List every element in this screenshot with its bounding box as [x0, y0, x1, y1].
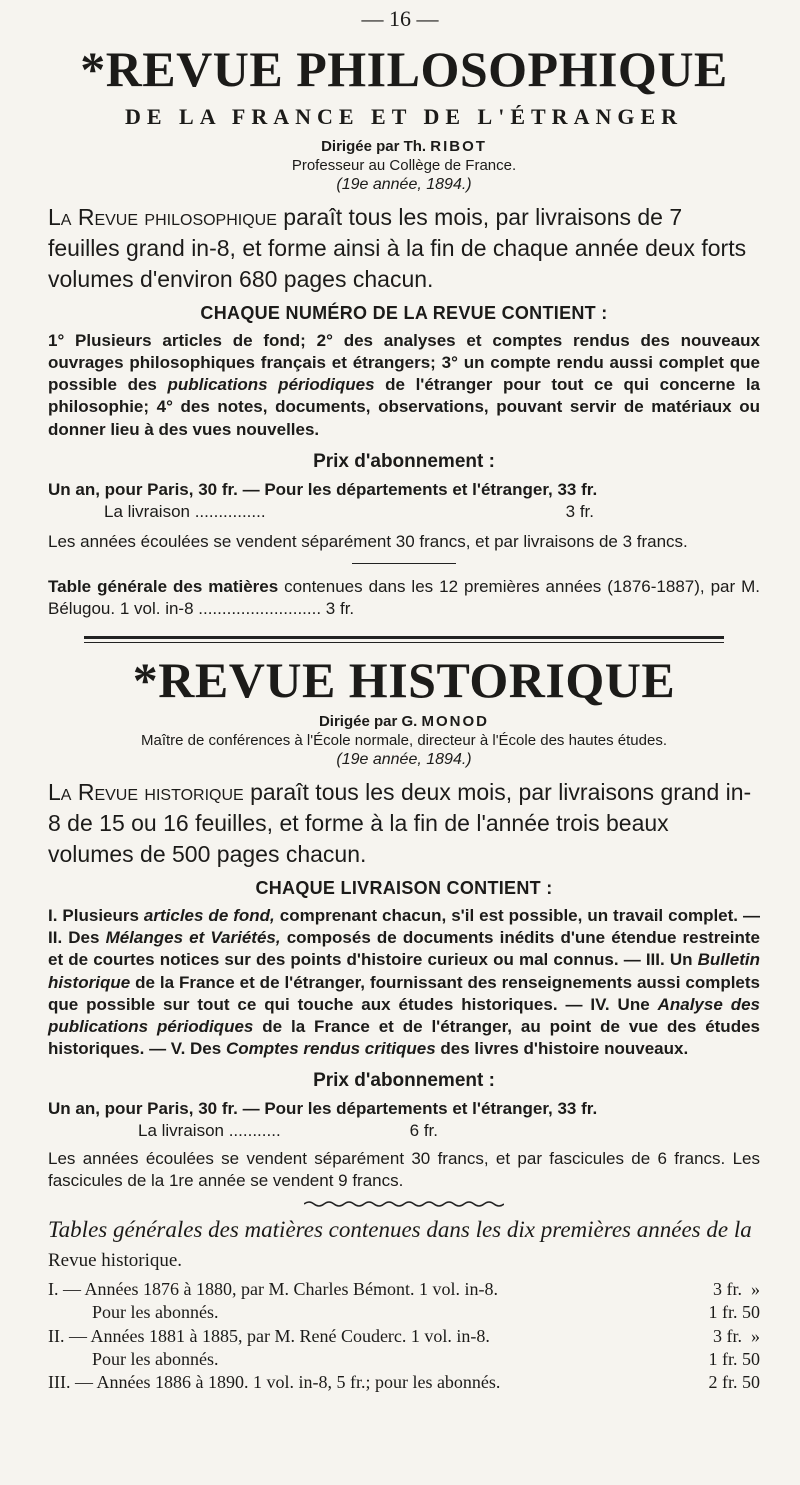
intro-paragraph: [48, 202, 760, 295]
contents-text: des livres d'histoire nouveaux.: [435, 1038, 689, 1058]
contents-paragraph: [48, 905, 760, 1060]
intro-name: La Revue historique: [48, 779, 244, 806]
contents-text: composés de documents inédits d'une étendue restreinte et de courtes notices sur des points d'histoire curieux ou mal connus. — III. Un: [48, 928, 760, 970]
contents-paragraph: [48, 330, 760, 440]
livraison-row: [104, 501, 594, 523]
contents-italic: Mélanges et Variétés,: [105, 928, 281, 948]
contents-text-a: 1° Plusieurs articles de fond; 2° des analyses et comptes rendus des nouveaux ouvrages philosophiques français et étrangers; 3° un compte rendu aussi complet que possible des: [48, 331, 760, 395]
prix-heading: Prix d'abonnement :: [313, 450, 495, 472]
revue-philosophique-title: *REVUE PHILOSOPHIQUE: [80, 41, 728, 97]
livraison-price: 3 fr.: [565, 501, 594, 521]
contents-text: I. Plusieurs: [48, 906, 144, 926]
contents-italic: Analyse des publications périodiques: [48, 994, 760, 1036]
toc-row: [48, 1371, 760, 1394]
table-bold: Table générale des matières: [48, 576, 279, 596]
intro-paragraph: [48, 777, 760, 870]
contents-heading: CHAQUE LIVRAISON CONTIENT :: [255, 878, 553, 899]
wavy-divider: [304, 1200, 504, 1208]
contents-text-b: de l'étranger pour tout ce qui concerne la philosophie; 4° des notes, documents, observations, pouvant servir de matériaux ou donner lieu à des vues nouvelles.: [48, 375, 761, 439]
director-position: Maître de conférences à l'École normale, directeur à l'École des hautes études.: [140, 732, 668, 750]
toc-price: 2 fr. 50: [708, 1372, 760, 1393]
toc-text: Pour les abonnés.: [92, 1302, 219, 1323]
livraison-price: 6 fr.: [409, 1120, 438, 1140]
director-line: [48, 138, 760, 155]
revue-philosophique-section: [48, 0, 760, 620]
toc-price: 1 fr. 50: [708, 1302, 760, 1323]
toc-price: 3 fr. »: [713, 1325, 760, 1346]
toc-row: [48, 1325, 760, 1348]
tables-title-revue: Revue historique.: [48, 1250, 183, 1271]
director-position: Professeur au Collège de France.: [291, 157, 517, 174]
livraison-label: La livraison ...........: [138, 1120, 281, 1140]
toc-text: III. — Années 1886 à 1890. 1 vol. in-8, 5 fr.; pour les abonnés.: [48, 1372, 501, 1393]
edition-year: (19e année, 1894.): [336, 176, 472, 193]
toc-row: [48, 1278, 760, 1301]
toc-text: Pour les abonnés.: [92, 1348, 219, 1369]
toc-text: II. — Années 1881 à 1885, par M. René Couderc. 1 vol. in-8.: [48, 1325, 490, 1346]
director-name: RIBOT: [430, 138, 487, 155]
tables-title: [48, 1216, 760, 1274]
intro-text: paraît tous les mois, par livraisons de 7 feuilles grand in-8, et forme ainsi à la fin de chaque année deux forts volumes d'environ 680 pages chacun.: [48, 204, 747, 293]
contents-italic: publications périodiques: [167, 375, 375, 395]
contents-text: de la France et de l'étranger, au point de vue des études historiques. — V. Des: [48, 1016, 760, 1058]
intro-text: paraît tous les deux mois, par livraisons grand in-8 de 15 ou 16 feuilles, et forme à la fin de l'année trois beaux volumes de 500 pages chacun.: [48, 779, 752, 868]
contents-italic: Bulletin historique: [48, 950, 760, 992]
table-text: contenues dans les 12 premières années (1876-1887), par M. Bélugou. 1 vol. in-8 ..........................: [48, 576, 760, 618]
intro-name: La Revue philosophique: [48, 204, 277, 230]
contents-text: comprenant chacun, s'il est possible, un travail complet. — II. Des: [48, 906, 760, 948]
prix-heading: Prix d'abonnement :: [313, 1069, 495, 1091]
table-price: 3 fr.: [325, 598, 355, 618]
director-name: MONOD: [421, 713, 490, 731]
contents-italic: articles de fond,: [143, 906, 275, 926]
directed-prefix: Dirigée par G.: [318, 713, 418, 731]
director-line: [48, 713, 760, 730]
anciennes-annees: Les années écoulées se vendent séparément 30 francs, et par livraisons de 3 francs.: [48, 531, 688, 551]
revue-philosophique-subtitle: DE LA FRANCE ET DE L'ÉTRANGER: [124, 104, 684, 129]
livraison-label: La livraison ...............: [104, 501, 266, 521]
toc-price: 1 fr. 50: [708, 1348, 760, 1369]
revue-historique-title: *REVUE HISTORIQUE: [132, 652, 676, 709]
toc-row: [48, 1348, 760, 1371]
anciennes-annees: Les années écoulées se vendent séparément 30 francs, et par fascicules de 6 francs. Les fascicules de la 1re année se vendent 9 francs.: [48, 1149, 760, 1191]
table-generale: [48, 576, 760, 620]
section-divider: [84, 636, 724, 643]
prix-line: Un an, pour Paris, 30 fr. — Pour les départements et l'étranger, 33 fr.: [48, 479, 598, 499]
livraison-row: [138, 1120, 438, 1142]
contents-text: de la France et de l'étranger, fournissant des renseignements aussi complets que possible sur tout ce qui touche aux études historiques. — IV. Une: [48, 972, 760, 1014]
toc-text: I. — Années 1876 à 1880, par M. Charles Bémont. 1 vol. in-8.: [48, 1278, 498, 1299]
contents-italic: Comptes rendus critiques: [225, 1038, 436, 1058]
toc-row: [48, 1301, 760, 1324]
directed-prefix: Dirigée par Th.: [321, 138, 427, 155]
toc-list: [48, 1278, 760, 1395]
tables-title-text: Tables générales des matières contenues dans les dix premières années de la: [48, 1217, 752, 1243]
revue-historique-section: [48, 652, 760, 1395]
toc-price: 3 fr. »: [713, 1278, 760, 1299]
prix-line: Un an, pour Paris, 30 fr. — Pour les départements et l'étranger, 33 fr.: [48, 1098, 598, 1118]
edition-year: (19e année, 1894.): [336, 751, 472, 769]
page-number: — 16 —: [361, 6, 439, 31]
divider: [352, 563, 456, 564]
contents-heading: CHAQUE NUMÉRO DE LA REVUE CONTIENT :: [200, 303, 608, 324]
